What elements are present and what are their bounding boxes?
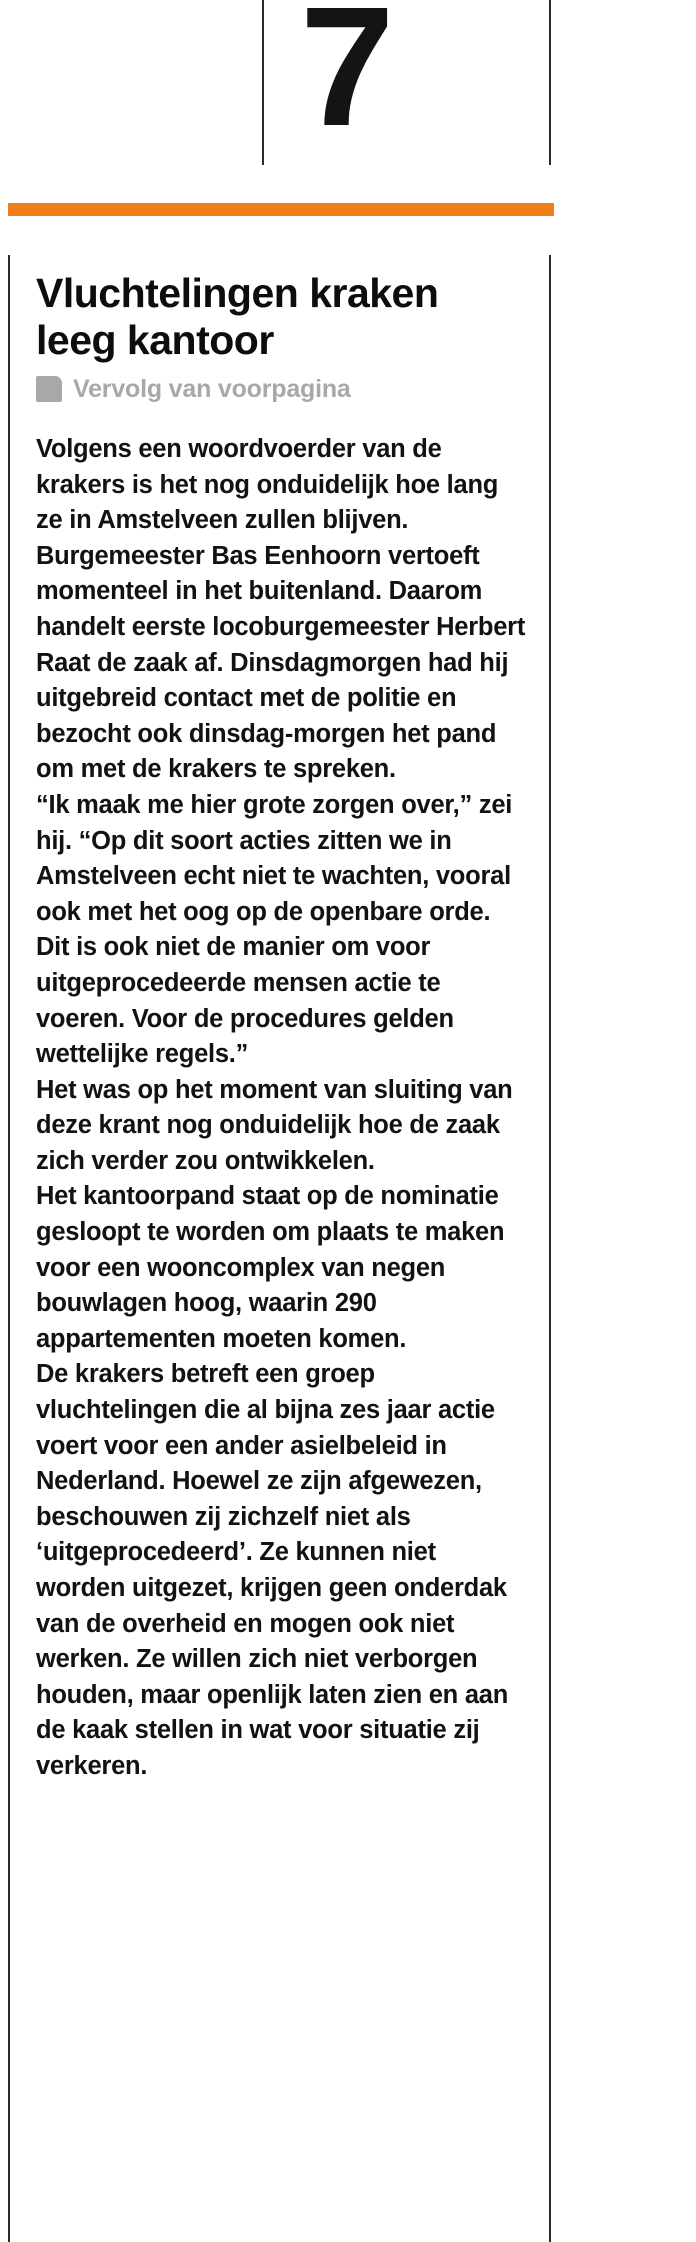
- article-headline: Vluchtelingen kraken leeg kantoor: [36, 270, 439, 363]
- header-rule-right: [549, 0, 551, 165]
- article: [36, 270, 528, 1785]
- square-marker-icon: [36, 376, 62, 402]
- article-paragraph: Volgens een woordvoerder van de krakers is het nog onduidelijk hoe lang ze in Amstelveen zullen blijven. Burgemeester Bas Eenhoorn vertoeft momenteel in het buitenland. Daarom handelt eerste locoburgemeester Herbert Raat de zaak af. Dinsdagmorgen had hij uitgebreid contact met de politie en bezocht ook dinsdag-morgen het pand om met de krakers te spreken.: [36, 435, 526, 784]
- article-kicker: [36, 376, 528, 402]
- column-rule-left: [8, 255, 10, 2242]
- article-body: [36, 432, 528, 1785]
- article-paragraph: De krakers betreft een groep vluchtelingen die al bijna zes jaar actie voert voor een ander asielbeleid in Nederland. Hoewel ze zijn afgewezen, beschouwen zij zichzelf niet als ‘uitgeprocedeerd’. Ze kunnen niet worden uitgezet, krijgen geen onderdak van de overheid en mogen ook niet werken. Ze willen zich niet verborgen houden, maar openlijk laten zien en aan de kaak stellen in wat voor situatie zij verkeren.: [36, 1360, 509, 1780]
- kicker-label: Vervolg van voorpagina: [73, 375, 351, 403]
- header-rule-left: [262, 0, 264, 165]
- page-header: [0, 0, 696, 170]
- column-rule-right: [549, 255, 551, 2242]
- article-paragraph: Het was op het moment van sluiting van deze krant nog onduidelijk hoe de zaak zich verder zou ontwikkelen.: [36, 1075, 513, 1175]
- article-paragraph: “Ik maak me hier grote zorgen over,” zei hij. “Op dit soort acties zitten we in Amstelveen echt niet te wachten, vooral ook met het oog op de openbare orde. Dit is ook niet de manier om voor uitgeprocedeerde mensen actie te voeren. Voor de procedures gelden wettelijke regels.”: [36, 790, 513, 1069]
- article-paragraph: Het kantoorpand staat op de nominatie gesloopt te worden om plaats te maken voor een wooncomplex van negen bouwlagen hoog, waarin 290 appartementen moeten komen.: [36, 1182, 505, 1353]
- page-number: 7: [300, 0, 389, 162]
- accent-bar: [8, 203, 554, 216]
